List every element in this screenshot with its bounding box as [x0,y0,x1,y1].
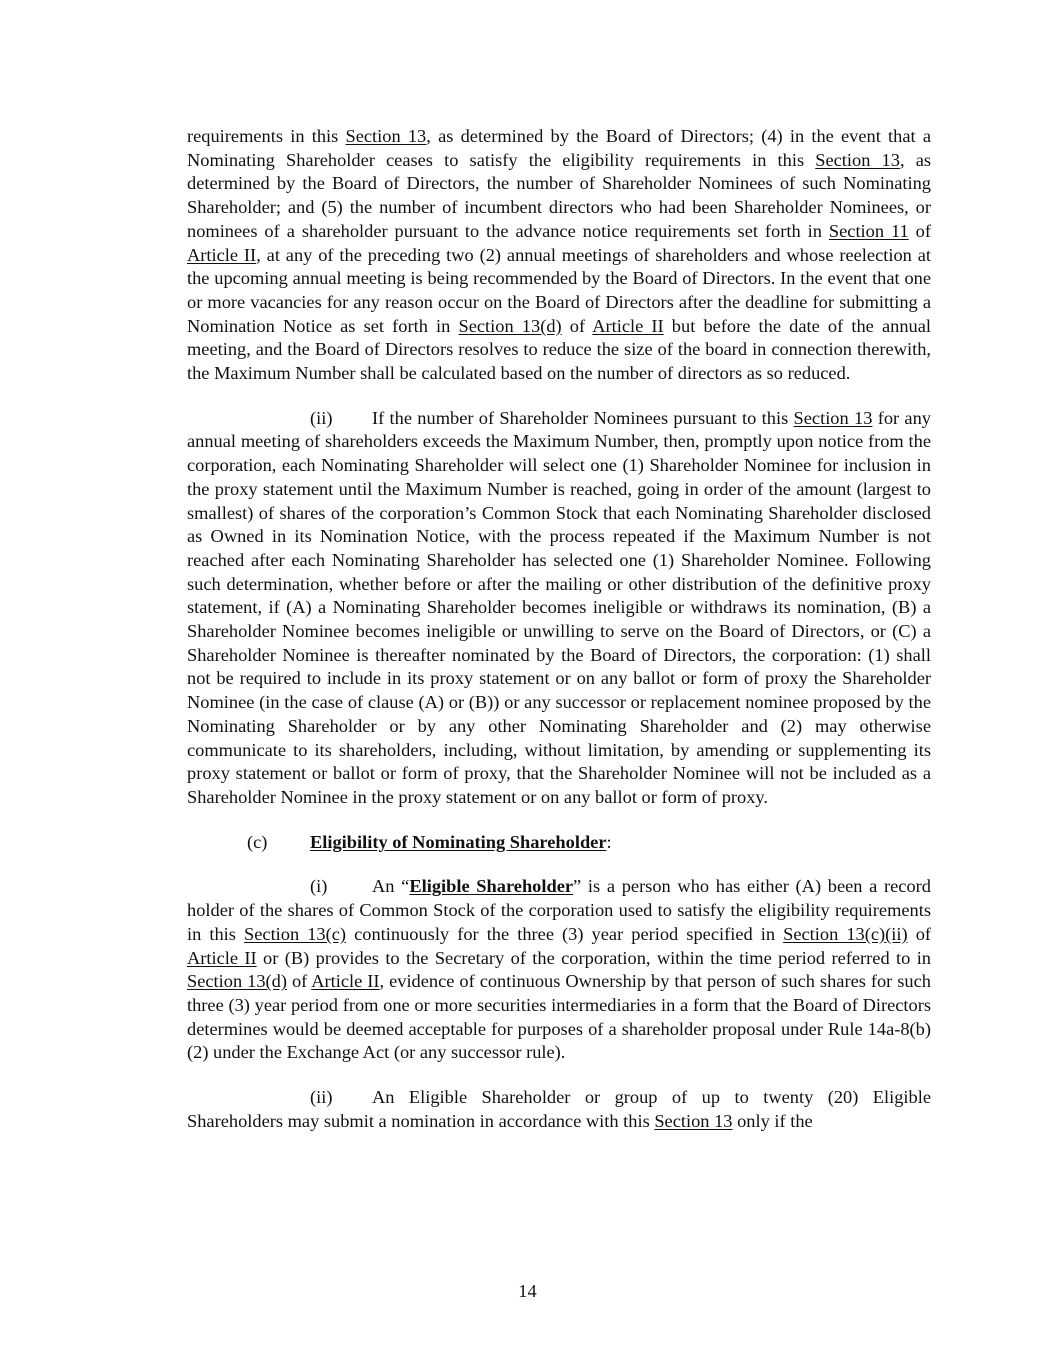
text: If the number of Shareholder Nominees pursuant to this [372,407,794,428]
clause-number: (i) [310,876,328,897]
heading-title: Eligibility of Nominating Shareholder [310,831,607,852]
paragraph-c-i [187,875,931,1065]
section-13-ref: Section 13 [793,407,873,428]
defined-term: Eligible Shareholder [409,876,574,897]
clause-number: (ii) [310,407,333,428]
page-number: 14 [518,1281,537,1301]
text: An Eligible Shareholder or group of up to twenty (20) Eligible Shareholders may submit a nomination in accordance with this [187,1087,931,1131]
document-page [187,125,931,1154]
section-13-ref: Section 13 [815,149,900,170]
text: or (B) provides to the Secretary of the corporation, within the time period referred to in [256,947,931,968]
text: for any annual meeting of shareholders exceeds the Maximum Number, then, promptly upon notice from the corporation, each Nominating Shareholder will select one (1) Shareholder Nominee for inclusion in the proxy statement until the Maximum Number is reached, going in order of the amount (largest to smallest) of shares of the corporation’s Common Stock that each Nominating Shareholder disclosed as Owned in its Nomination Notice, with the process repeated if the Maximum Number is not reached after each Nominating Shareholder has selected one (1) Shareholder Nominee. Following such determination, whether before or after the mailing or other distribution of the definitive proxy statement, if (A) a Nominating Shareholder becomes ineligible or withdraws its nomination, (B) a Shareholder Nominee becomes ineligible or unwilling to serve on the Board of Directors, or (C) a Shareholder Nominee is thereafter nominated by the Board of Directors, the corporation: (1) shall not be required to include in its proxy statement or on any ballot or form of proxy the Shareholder Nominee (in the case of clause (A) or (B)) or any successor or replacement nominee proposed by the Nominating Shareholder or by any other Nominating Shareholder and (2) may otherwise communicate to its shareholders, including, without limitation, by amending or supplementing its proxy statement or ballot or form of proxy, that the Shareholder Nominee will not be included as a Shareholder Nominee in the proxy statement or on any ballot or form of proxy. [187,407,931,807]
text: of [561,315,593,336]
text: continuously for the three (3) year period specified in [346,923,784,944]
text: only if the [732,1110,813,1131]
article-ii-ref: Article II [311,971,380,992]
heading-colon: : [606,831,612,852]
heading-label: (c) [247,831,268,852]
text: , evidence of continuous Ownership by that person of such shares for such three (3) year period from one or more securities intermediaries in a form that the Board of Directors determines would be deemed acceptable for purposes of a shareholder proposal under Rule 14a-8(b)(2) under the Exchange Act (or any successor rule). [187,971,931,1063]
section-11-ref: Section 11 [828,220,909,241]
text: but before the date of the annual meeting, and the Board of Directors resolves to reduce the size of the board in connection therewith, the Maximum Number shall be calculated based on the number of directors as so reduced. [187,315,931,384]
article-ii-ref: Article II [592,315,664,336]
section-13-ref: Section 13 [654,1110,733,1131]
article-ii-ref: Article II [187,244,257,265]
text: ” is a person who has either (A) been a record holder of the shares of Common Stock of the corporation used to satisfy the eligibility requirements in this [187,876,931,944]
text: of [286,971,312,992]
section-13cii-ref: Section 13(c)(ii) [783,923,908,944]
paragraph-maximum-number [187,125,931,386]
text: An “ [372,876,410,897]
text: requirements in this [187,126,346,146]
text: , as determined by the Board of Directors; (4) in the event that a Nominating Shareholder ceases to satisfy the eligibility requirements in this [187,126,931,170]
article-ii-ref: Article II [187,947,257,968]
section-13d-ref: Section 13(d) [458,315,562,336]
clause-number: (ii) [310,1087,333,1108]
section-13c-ref: Section 13(c) [244,923,347,944]
text: of [908,220,931,241]
section-13d-ref: Section 13(d) [187,971,287,992]
section-13-ref: Section 13 [345,126,427,146]
text: , as determined by the Board of Directors, the number of Shareholder Nominees of such Nominating Shareholder; and (5) the number of incumbent directors who had been Shareholder Nominees, or nominees of a shareholder pursuant to the advance notice requirements set forth in [187,149,932,241]
paragraph-c-ii [187,1086,931,1133]
text: , at any of the preceding two (2) annual meetings of shareholders and whose reelection at the upcoming annual meeting is being recommended by the Board of Directors. In the event that one or more vacancies for any reason occur on the Board of Directors after the deadline for submitting a Nomination Notice as set forth in [187,244,931,336]
section-heading-c [187,831,931,855]
paragraph-b-ii [187,407,931,810]
text: of [907,923,932,944]
